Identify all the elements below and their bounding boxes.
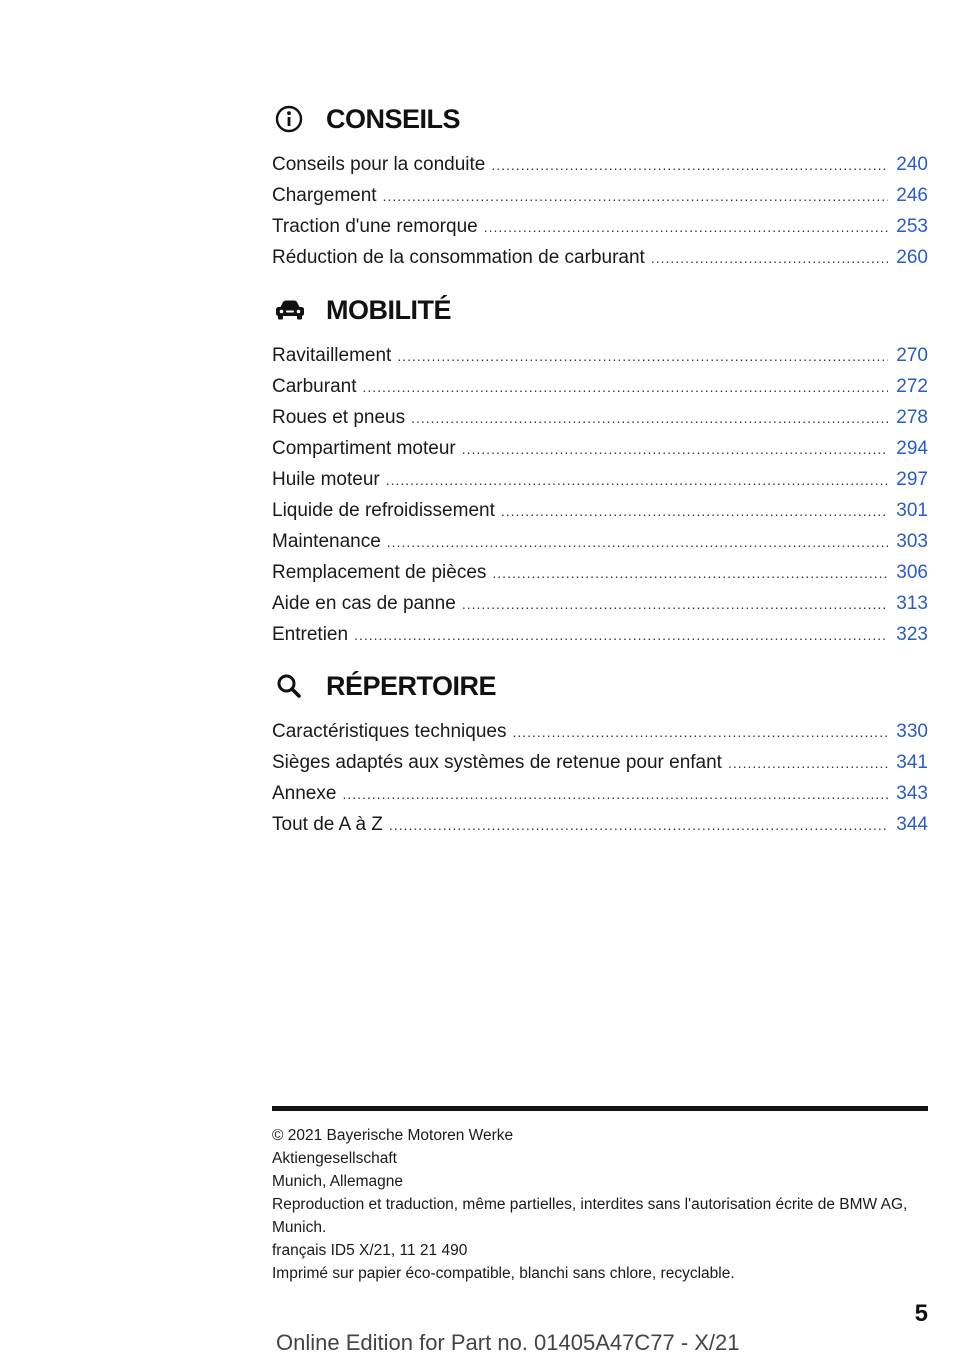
toc-page-link[interactable]: 294 bbox=[896, 438, 928, 459]
toc-entry[interactable] bbox=[272, 747, 928, 778]
dot-leader bbox=[501, 496, 888, 527]
page-number: 5 bbox=[914, 1300, 928, 1327]
toc-entry[interactable] bbox=[272, 433, 928, 464]
toc-entry[interactable] bbox=[272, 526, 928, 557]
toc-page-link[interactable]: 297 bbox=[896, 469, 928, 490]
info-icon bbox=[272, 99, 312, 139]
toc-page-link[interactable]: 344 bbox=[896, 814, 928, 835]
dot-leader bbox=[363, 372, 889, 403]
dot-leader bbox=[462, 434, 888, 465]
toc-entry[interactable] bbox=[272, 557, 928, 588]
toc-entry-label: Réduction de la consommation de carburant bbox=[272, 247, 645, 268]
toc-entry-label: Liquide de refroidissement bbox=[272, 500, 495, 521]
toc-entry-label: Caractéristiques techniques bbox=[272, 721, 507, 742]
toc-entry-label: Remplacement de pièces bbox=[272, 562, 487, 583]
imprint-footer bbox=[272, 1124, 928, 1285]
toc-entry-label: Tout de A à Z bbox=[272, 814, 383, 835]
dot-leader bbox=[386, 465, 888, 496]
toc-entry-label: Entretien bbox=[272, 624, 349, 645]
section-title: CONSEILS bbox=[326, 103, 461, 134]
toc-page-link[interactable]: 260 bbox=[896, 247, 928, 268]
toc-page-link[interactable]: 253 bbox=[896, 216, 928, 237]
toc-page-link[interactable]: 270 bbox=[896, 345, 928, 366]
search-icon bbox=[272, 666, 312, 706]
footer-line: Munich, Allemagne bbox=[272, 1173, 403, 1190]
footer-line: © 2021 Bayerische Motoren Werke bbox=[272, 1127, 514, 1144]
toc-entry[interactable] bbox=[272, 778, 928, 809]
toc-page-link[interactable]: 341 bbox=[896, 752, 928, 773]
toc-page-link[interactable]: 306 bbox=[896, 562, 928, 583]
section-header bbox=[272, 290, 928, 330]
dot-leader bbox=[728, 748, 888, 779]
toc-entry[interactable] bbox=[272, 619, 928, 650]
section-mobilite bbox=[272, 290, 928, 650]
footer-line: Imprimé sur papier éco-compatible, blanchi sans chlore, recyclable. bbox=[272, 1265, 735, 1282]
toc-entry[interactable] bbox=[272, 242, 928, 273]
toc-entry-label: Annexe bbox=[272, 783, 337, 804]
section-header bbox=[272, 99, 928, 139]
toc-page-link[interactable]: 330 bbox=[896, 721, 928, 742]
dot-leader bbox=[484, 212, 888, 243]
toc-page-link[interactable]: 278 bbox=[896, 407, 928, 428]
toc-entry-label: Traction d'une remorque bbox=[272, 216, 478, 237]
section-title: MOBILITÉ bbox=[326, 294, 451, 325]
toc-entry-label: Aide en cas de panne bbox=[272, 593, 456, 614]
toc-entry[interactable] bbox=[272, 495, 928, 526]
dot-leader bbox=[383, 181, 888, 212]
toc-page-link[interactable]: 272 bbox=[896, 376, 928, 397]
toc-entry-label: Roues et pneus bbox=[272, 407, 406, 428]
toc-entry-label: Sièges adaptés aux systèmes de retenue pour enfant bbox=[272, 752, 722, 773]
toc-entry[interactable] bbox=[272, 588, 928, 619]
toc-page-link[interactable]: 240 bbox=[896, 154, 928, 175]
toc-entry[interactable] bbox=[272, 371, 928, 402]
toc-page-link[interactable]: 313 bbox=[896, 593, 928, 614]
toc-entry[interactable] bbox=[272, 464, 928, 495]
toc-entry-label: Conseils pour la conduite bbox=[272, 154, 486, 175]
dot-leader bbox=[342, 779, 888, 810]
toc-entry-label: Huile moteur bbox=[272, 469, 380, 490]
toc-entry[interactable] bbox=[272, 149, 928, 180]
toc-entry[interactable] bbox=[272, 211, 928, 242]
toc-page-link[interactable]: 303 bbox=[896, 531, 928, 552]
dot-leader bbox=[512, 717, 888, 748]
toc-entry[interactable] bbox=[272, 340, 928, 371]
toc-page-link[interactable]: 323 bbox=[896, 624, 928, 645]
section-title: RÉPERTOIRE bbox=[326, 670, 497, 701]
toc-entry[interactable] bbox=[272, 716, 928, 747]
toc-page-link[interactable]: 301 bbox=[896, 500, 928, 521]
toc-entry-label: Maintenance bbox=[272, 531, 381, 552]
dot-leader bbox=[651, 243, 888, 274]
section-header bbox=[272, 666, 928, 706]
dot-leader bbox=[387, 527, 888, 558]
toc-entry-label: Ravitaillement bbox=[272, 345, 392, 366]
toc-entry-label: Chargement bbox=[272, 185, 377, 206]
toc-entry-label: Compartiment moteur bbox=[272, 438, 456, 459]
dot-leader bbox=[411, 403, 888, 434]
toc-entry[interactable] bbox=[272, 180, 928, 211]
footer-line: français ID5 X/21, 11 21 490 bbox=[272, 1242, 468, 1259]
toc-page-link[interactable]: 343 bbox=[896, 783, 928, 804]
footer-line: Reproduction et traduction, même partielles, interdites sans l'autorisation écrite de BMW AG, Munich. bbox=[272, 1196, 908, 1236]
dot-leader bbox=[491, 150, 888, 181]
toc-page-link[interactable]: 246 bbox=[896, 185, 928, 206]
section-conseils bbox=[272, 99, 928, 273]
dot-leader bbox=[462, 589, 888, 620]
dot-leader bbox=[389, 810, 888, 841]
toc-entry[interactable] bbox=[272, 809, 928, 840]
section-repertoire bbox=[272, 666, 928, 840]
toc-entry-label: Carburant bbox=[272, 376, 357, 397]
footer-line: Aktiengesellschaft bbox=[272, 1150, 397, 1167]
dot-leader bbox=[492, 558, 888, 589]
online-edition-watermark: Online Edition for Part no. 01405A47C77 - X/21 bbox=[276, 1330, 740, 1355]
toc-entry[interactable] bbox=[272, 402, 928, 433]
footer-divider bbox=[272, 1106, 928, 1111]
car-icon bbox=[272, 290, 312, 330]
dot-leader bbox=[354, 620, 888, 651]
dot-leader bbox=[397, 341, 888, 372]
